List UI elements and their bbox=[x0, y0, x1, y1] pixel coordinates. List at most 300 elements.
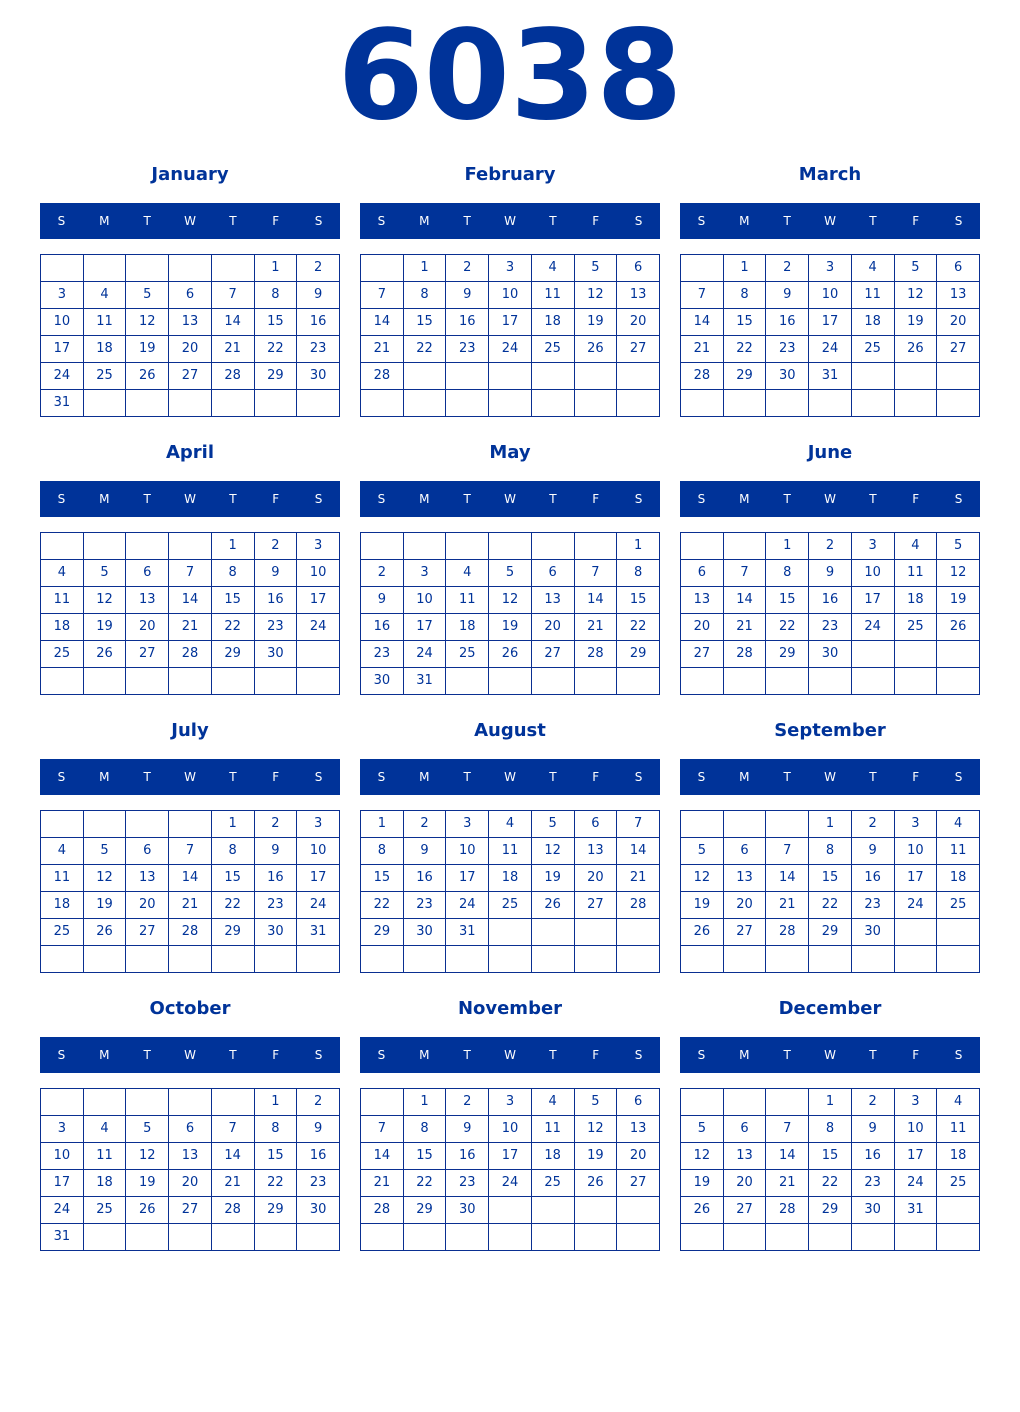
weekday-label: T bbox=[463, 214, 471, 228]
day-cell: 9 bbox=[254, 560, 297, 587]
day-cell: 1 bbox=[403, 1089, 446, 1116]
day-cell: 9 bbox=[446, 1116, 489, 1143]
day-cell: 7 bbox=[766, 1116, 809, 1143]
day-cell: 11 bbox=[894, 560, 937, 587]
weekday-label: F bbox=[272, 492, 280, 506]
weekday-label: F bbox=[912, 770, 920, 784]
day-cell: 27 bbox=[574, 892, 617, 919]
day-cell: 6 bbox=[617, 1089, 660, 1116]
day-cell: 19 bbox=[681, 892, 724, 919]
day-cell: 15 bbox=[254, 309, 297, 336]
day-grid bbox=[680, 254, 980, 417]
empty-day-cell bbox=[574, 668, 617, 695]
day-cell: 3 bbox=[403, 560, 446, 587]
empty-day-cell bbox=[574, 1197, 617, 1224]
empty-day-cell bbox=[126, 811, 169, 838]
empty-day-cell bbox=[937, 1197, 980, 1224]
day-cell: 2 bbox=[403, 811, 446, 838]
empty-day-cell bbox=[41, 946, 84, 973]
day-cell: 27 bbox=[617, 336, 660, 363]
weekday-label: M bbox=[419, 770, 430, 784]
empty-day-cell bbox=[681, 668, 724, 695]
weekday-label: F bbox=[912, 492, 920, 506]
day-cell: 20 bbox=[531, 614, 574, 641]
day-cell: 7 bbox=[211, 1116, 254, 1143]
week-row bbox=[361, 838, 660, 865]
weekday-label: F bbox=[592, 214, 600, 228]
weekday-label: T bbox=[549, 492, 557, 506]
day-cell: 13 bbox=[126, 587, 169, 614]
day-cell: 16 bbox=[766, 309, 809, 336]
week-row bbox=[41, 336, 340, 363]
day-cell: 13 bbox=[531, 587, 574, 614]
weekday-label: S bbox=[634, 1048, 643, 1062]
day-cell: 19 bbox=[83, 614, 126, 641]
day-cell: 10 bbox=[446, 838, 489, 865]
day-cell: 16 bbox=[446, 309, 489, 336]
empty-day-cell bbox=[723, 668, 766, 695]
day-cell: 9 bbox=[297, 1116, 340, 1143]
weekday-label: S bbox=[377, 1048, 386, 1062]
month-name: February bbox=[464, 164, 556, 185]
month-name: June bbox=[807, 442, 853, 463]
day-cell: 24 bbox=[809, 336, 852, 363]
weekday-header bbox=[360, 759, 660, 795]
empty-day-cell bbox=[681, 946, 724, 973]
weekday-label: T bbox=[143, 770, 151, 784]
day-cell: 25 bbox=[937, 892, 980, 919]
day-cell: 14 bbox=[617, 838, 660, 865]
empty-day-cell bbox=[766, 668, 809, 695]
empty-day-cell bbox=[531, 919, 574, 946]
day-cell: 1 bbox=[809, 811, 852, 838]
day-cell: 5 bbox=[681, 838, 724, 865]
empty-day-cell bbox=[937, 363, 980, 390]
day-cell: 22 bbox=[211, 892, 254, 919]
day-cell: 18 bbox=[531, 309, 574, 336]
empty-day-cell bbox=[851, 1224, 894, 1251]
empty-day-cell bbox=[297, 641, 340, 668]
day-cell: 5 bbox=[894, 255, 937, 282]
weekday-label: S bbox=[697, 492, 706, 506]
empty-day-cell bbox=[531, 1224, 574, 1251]
day-cell: 19 bbox=[126, 336, 169, 363]
day-cell: 18 bbox=[446, 614, 489, 641]
empty-day-cell bbox=[211, 946, 254, 973]
day-cell: 3 bbox=[894, 811, 937, 838]
empty-day-cell bbox=[681, 390, 724, 417]
day-cell: 28 bbox=[681, 363, 724, 390]
day-cell: 17 bbox=[297, 865, 340, 892]
day-cell: 23 bbox=[254, 892, 297, 919]
weekday-label: W bbox=[824, 1048, 836, 1062]
weekday-label: F bbox=[592, 770, 600, 784]
day-cell: 24 bbox=[41, 1197, 84, 1224]
week-row bbox=[41, 1116, 340, 1143]
empty-day-cell bbox=[894, 946, 937, 973]
empty-day-cell bbox=[937, 641, 980, 668]
empty-day-cell bbox=[723, 1089, 766, 1116]
weekday-header bbox=[360, 1037, 660, 1073]
day-cell: 19 bbox=[489, 614, 532, 641]
day-cell: 21 bbox=[361, 1170, 404, 1197]
day-cell: 7 bbox=[361, 282, 404, 309]
day-cell: 6 bbox=[169, 282, 212, 309]
empty-day-cell bbox=[723, 811, 766, 838]
weekday-label: S bbox=[57, 1048, 66, 1062]
day-cell: 18 bbox=[937, 1143, 980, 1170]
weekday-label: W bbox=[184, 1048, 196, 1062]
day-cell: 26 bbox=[894, 336, 937, 363]
day-cell: 2 bbox=[851, 1089, 894, 1116]
empty-day-cell bbox=[617, 919, 660, 946]
week-row bbox=[361, 614, 660, 641]
day-cell: 3 bbox=[851, 533, 894, 560]
day-cell: 21 bbox=[766, 1170, 809, 1197]
empty-day-cell bbox=[766, 1089, 809, 1116]
weekday-label: S bbox=[377, 214, 386, 228]
day-cell: 7 bbox=[169, 560, 212, 587]
day-cell: 11 bbox=[531, 282, 574, 309]
weekday-label: M bbox=[99, 492, 110, 506]
day-cell: 26 bbox=[574, 336, 617, 363]
day-cell: 22 bbox=[254, 336, 297, 363]
empty-day-cell bbox=[169, 1089, 212, 1116]
day-cell: 26 bbox=[574, 1170, 617, 1197]
day-cell: 11 bbox=[41, 587, 84, 614]
day-cell: 20 bbox=[617, 1143, 660, 1170]
day-cell: 8 bbox=[254, 1116, 297, 1143]
week-row bbox=[41, 892, 340, 919]
empty-day-cell bbox=[361, 533, 404, 560]
week-row bbox=[361, 1170, 660, 1197]
day-cell: 1 bbox=[211, 811, 254, 838]
day-cell: 15 bbox=[403, 1143, 446, 1170]
empty-day-cell bbox=[489, 363, 532, 390]
weekday-label: S bbox=[314, 214, 323, 228]
day-grid bbox=[40, 810, 340, 973]
day-cell: 19 bbox=[126, 1170, 169, 1197]
weekday-label: T bbox=[549, 770, 557, 784]
empty-day-cell bbox=[169, 1224, 212, 1251]
weekday-label: W bbox=[824, 214, 836, 228]
day-cell: 17 bbox=[851, 587, 894, 614]
day-cell: 23 bbox=[361, 641, 404, 668]
empty-day-cell bbox=[126, 533, 169, 560]
day-cell: 10 bbox=[297, 838, 340, 865]
day-cell: 25 bbox=[41, 641, 84, 668]
weekday-label: S bbox=[314, 770, 323, 784]
day-cell: 9 bbox=[254, 838, 297, 865]
weekday-label: F bbox=[272, 1048, 280, 1062]
day-cell: 20 bbox=[126, 892, 169, 919]
week-row bbox=[681, 1116, 980, 1143]
weekday-label: S bbox=[697, 770, 706, 784]
empty-day-cell bbox=[894, 390, 937, 417]
week-row bbox=[681, 1197, 980, 1224]
day-cell: 25 bbox=[531, 336, 574, 363]
day-cell: 7 bbox=[169, 838, 212, 865]
day-cell: 8 bbox=[766, 560, 809, 587]
day-cell: 7 bbox=[723, 560, 766, 587]
weekday-label: W bbox=[824, 770, 836, 784]
day-cell: 28 bbox=[169, 919, 212, 946]
day-cell: 22 bbox=[617, 614, 660, 641]
day-cell: 29 bbox=[809, 1197, 852, 1224]
empty-day-cell bbox=[766, 946, 809, 973]
day-grid bbox=[360, 810, 660, 973]
empty-day-cell bbox=[681, 533, 724, 560]
day-cell: 9 bbox=[766, 282, 809, 309]
day-cell: 16 bbox=[851, 1143, 894, 1170]
week-row bbox=[681, 1224, 980, 1251]
empty-day-cell bbox=[41, 255, 84, 282]
weekday-label: S bbox=[634, 492, 643, 506]
day-cell: 1 bbox=[403, 255, 446, 282]
weekday-header bbox=[680, 1037, 980, 1073]
day-cell: 9 bbox=[446, 282, 489, 309]
empty-day-cell bbox=[809, 390, 852, 417]
weekday-header bbox=[680, 481, 980, 517]
day-cell: 15 bbox=[211, 587, 254, 614]
day-cell: 12 bbox=[126, 1143, 169, 1170]
day-cell: 21 bbox=[723, 614, 766, 641]
weekday-label: S bbox=[697, 214, 706, 228]
week-row bbox=[361, 255, 660, 282]
day-cell: 4 bbox=[851, 255, 894, 282]
day-cell: 23 bbox=[851, 892, 894, 919]
day-cell: 13 bbox=[169, 309, 212, 336]
empty-day-cell bbox=[894, 919, 937, 946]
day-cell: 2 bbox=[851, 811, 894, 838]
day-cell: 7 bbox=[766, 838, 809, 865]
empty-day-cell bbox=[809, 668, 852, 695]
weekday-label: S bbox=[634, 770, 643, 784]
empty-day-cell bbox=[446, 946, 489, 973]
day-cell: 2 bbox=[361, 560, 404, 587]
week-row bbox=[41, 363, 340, 390]
day-cell: 16 bbox=[851, 865, 894, 892]
weekday-label: T bbox=[463, 770, 471, 784]
day-cell: 2 bbox=[446, 255, 489, 282]
day-cell: 15 bbox=[723, 309, 766, 336]
day-cell: 3 bbox=[297, 811, 340, 838]
day-cell: 12 bbox=[126, 309, 169, 336]
weekday-label: W bbox=[184, 492, 196, 506]
empty-day-cell bbox=[489, 1197, 532, 1224]
empty-day-cell bbox=[851, 641, 894, 668]
day-grid bbox=[360, 532, 660, 695]
day-cell: 2 bbox=[297, 1089, 340, 1116]
weekday-label: T bbox=[143, 492, 151, 506]
empty-day-cell bbox=[723, 946, 766, 973]
day-cell: 11 bbox=[83, 309, 126, 336]
empty-day-cell bbox=[489, 946, 532, 973]
day-cell: 7 bbox=[681, 282, 724, 309]
day-cell: 27 bbox=[617, 1170, 660, 1197]
day-cell: 14 bbox=[169, 587, 212, 614]
day-cell: 24 bbox=[297, 614, 340, 641]
empty-day-cell bbox=[83, 946, 126, 973]
day-cell: 7 bbox=[617, 811, 660, 838]
day-cell: 8 bbox=[809, 838, 852, 865]
week-row bbox=[41, 946, 340, 973]
day-cell: 4 bbox=[41, 560, 84, 587]
empty-day-cell bbox=[531, 390, 574, 417]
day-cell: 5 bbox=[83, 560, 126, 587]
week-row bbox=[361, 336, 660, 363]
weekday-label: W bbox=[184, 214, 196, 228]
day-cell: 2 bbox=[766, 255, 809, 282]
day-cell: 4 bbox=[41, 838, 84, 865]
weekday-label: T bbox=[229, 1048, 237, 1062]
day-cell: 3 bbox=[446, 811, 489, 838]
day-cell: 2 bbox=[254, 533, 297, 560]
day-cell: 5 bbox=[126, 282, 169, 309]
empty-day-cell bbox=[297, 1224, 340, 1251]
day-cell: 10 bbox=[403, 587, 446, 614]
week-row bbox=[681, 614, 980, 641]
day-cell: 22 bbox=[723, 336, 766, 363]
day-cell: 3 bbox=[894, 1089, 937, 1116]
weekday-label: S bbox=[954, 1048, 963, 1062]
week-row bbox=[361, 309, 660, 336]
week-row bbox=[361, 641, 660, 668]
day-cell: 13 bbox=[126, 865, 169, 892]
week-row bbox=[681, 1143, 980, 1170]
day-cell: 22 bbox=[809, 1170, 852, 1197]
day-cell: 9 bbox=[809, 560, 852, 587]
empty-day-cell bbox=[83, 390, 126, 417]
day-cell: 21 bbox=[211, 336, 254, 363]
day-cell: 9 bbox=[851, 838, 894, 865]
week-row bbox=[681, 282, 980, 309]
weekday-label: S bbox=[57, 492, 66, 506]
empty-day-cell bbox=[169, 533, 212, 560]
empty-day-cell bbox=[403, 1224, 446, 1251]
week-row bbox=[41, 1089, 340, 1116]
empty-day-cell bbox=[809, 946, 852, 973]
week-row bbox=[41, 1224, 340, 1251]
weekday-header bbox=[40, 481, 340, 517]
day-cell: 4 bbox=[446, 560, 489, 587]
empty-day-cell bbox=[723, 1224, 766, 1251]
empty-day-cell bbox=[211, 255, 254, 282]
day-cell: 10 bbox=[894, 1116, 937, 1143]
weekday-label: S bbox=[57, 770, 66, 784]
day-cell: 12 bbox=[937, 560, 980, 587]
weekday-label: W bbox=[504, 770, 516, 784]
day-cell: 30 bbox=[809, 641, 852, 668]
weekday-label: T bbox=[869, 1048, 877, 1062]
weekday-label: S bbox=[697, 1048, 706, 1062]
day-cell: 1 bbox=[766, 533, 809, 560]
day-cell: 31 bbox=[446, 919, 489, 946]
empty-day-cell bbox=[617, 1197, 660, 1224]
day-cell: 11 bbox=[937, 1116, 980, 1143]
day-cell: 27 bbox=[169, 1197, 212, 1224]
week-row bbox=[361, 1224, 660, 1251]
day-cell: 29 bbox=[766, 641, 809, 668]
weekday-header bbox=[360, 203, 660, 239]
day-cell: 15 bbox=[617, 587, 660, 614]
weekday-label: T bbox=[463, 492, 471, 506]
day-cell: 14 bbox=[766, 865, 809, 892]
day-cell: 9 bbox=[851, 1116, 894, 1143]
day-cell: 23 bbox=[297, 336, 340, 363]
day-cell: 27 bbox=[531, 641, 574, 668]
day-cell: 12 bbox=[894, 282, 937, 309]
day-cell: 29 bbox=[211, 641, 254, 668]
empty-day-cell bbox=[489, 1224, 532, 1251]
day-cell: 13 bbox=[681, 587, 724, 614]
empty-day-cell bbox=[617, 668, 660, 695]
empty-day-cell bbox=[937, 390, 980, 417]
day-cell: 1 bbox=[254, 1089, 297, 1116]
day-cell: 18 bbox=[41, 614, 84, 641]
empty-day-cell bbox=[617, 946, 660, 973]
week-row bbox=[361, 1197, 660, 1224]
day-cell: 26 bbox=[531, 892, 574, 919]
day-grid bbox=[680, 810, 980, 973]
day-cell: 5 bbox=[531, 811, 574, 838]
day-cell: 19 bbox=[681, 1170, 724, 1197]
day-cell: 4 bbox=[489, 811, 532, 838]
empty-day-cell bbox=[489, 390, 532, 417]
empty-day-cell bbox=[681, 1089, 724, 1116]
empty-day-cell bbox=[766, 390, 809, 417]
day-cell: 20 bbox=[681, 614, 724, 641]
day-cell: 14 bbox=[723, 587, 766, 614]
week-row bbox=[681, 919, 980, 946]
weekday-label: S bbox=[634, 214, 643, 228]
week-row bbox=[361, 865, 660, 892]
day-cell: 17 bbox=[489, 309, 532, 336]
day-cell: 18 bbox=[851, 309, 894, 336]
day-cell: 19 bbox=[531, 865, 574, 892]
empty-day-cell bbox=[446, 390, 489, 417]
empty-day-cell bbox=[574, 390, 617, 417]
empty-day-cell bbox=[681, 811, 724, 838]
day-cell: 19 bbox=[937, 587, 980, 614]
day-cell: 3 bbox=[297, 533, 340, 560]
empty-day-cell bbox=[83, 811, 126, 838]
weekday-label: W bbox=[504, 1048, 516, 1062]
weekday-label: M bbox=[739, 770, 750, 784]
day-cell: 30 bbox=[403, 919, 446, 946]
day-cell: 6 bbox=[681, 560, 724, 587]
day-cell: 18 bbox=[83, 336, 126, 363]
day-cell: 15 bbox=[254, 1143, 297, 1170]
day-cell: 15 bbox=[361, 865, 404, 892]
empty-day-cell bbox=[361, 255, 404, 282]
empty-day-cell bbox=[574, 533, 617, 560]
day-cell: 21 bbox=[617, 865, 660, 892]
day-cell: 3 bbox=[41, 1116, 84, 1143]
day-cell: 20 bbox=[126, 614, 169, 641]
empty-day-cell bbox=[83, 668, 126, 695]
day-cell: 6 bbox=[574, 811, 617, 838]
weekday-label: S bbox=[954, 770, 963, 784]
week-row bbox=[361, 1143, 660, 1170]
week-row bbox=[41, 1143, 340, 1170]
day-cell: 18 bbox=[83, 1170, 126, 1197]
empty-day-cell bbox=[83, 255, 126, 282]
week-row bbox=[681, 1089, 980, 1116]
day-cell: 11 bbox=[531, 1116, 574, 1143]
day-cell: 16 bbox=[403, 865, 446, 892]
day-grid bbox=[360, 1088, 660, 1251]
